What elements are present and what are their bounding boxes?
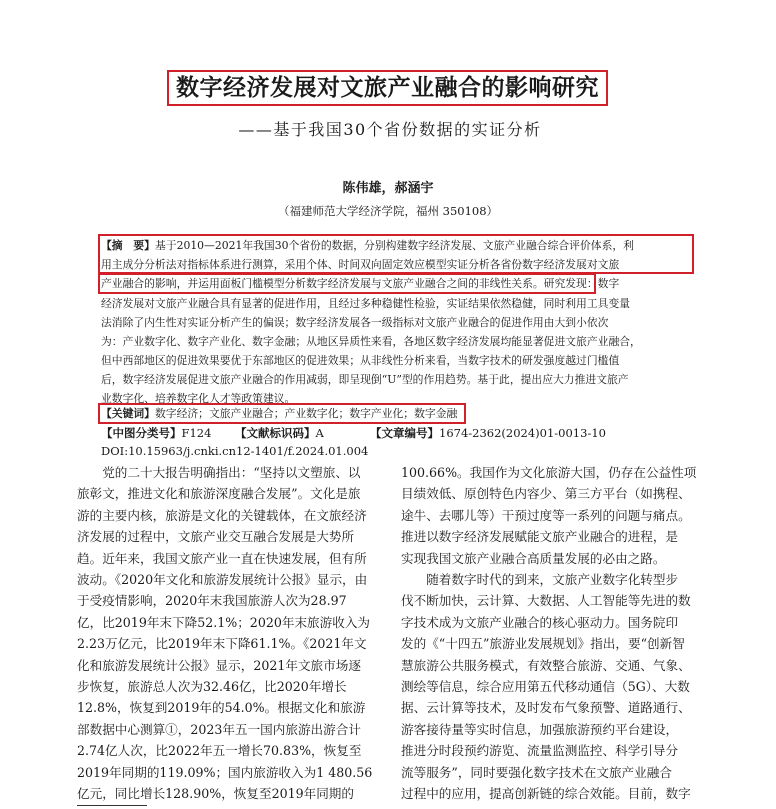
right-line: 测绘等信息，综合应用第五代移动通信（5G）、大数	[401, 679, 690, 695]
left-line: 12.8%，恢复到2019年的54.0%。根据文化和旅游	[77, 700, 366, 716]
right-line: 推进分时段预约游览、流量监测监控、科学引导分	[401, 743, 679, 759]
keywords-label: 【关键词】	[101, 407, 155, 420]
body-column-right	[401, 462, 709, 805]
left-line: 济发展的过程中，文旅产业交互融合发展是大势所	[77, 529, 355, 545]
paper-subtitle: ——基于我国30个省份数据的实证分析	[238, 120, 542, 139]
abstract-line-4: 经济发展对文旅产业融合具有显著的促进作用，且经过多种稳健性检验，实证结果依然稳健，同时利用工具变量	[101, 297, 631, 310]
affiliation: （福建师范大学经济学院，福州 350108）	[277, 204, 499, 218]
left-line: 2019年同期的119.09%；国内旅游收入为1 480.56	[77, 764, 373, 780]
right-line: 过程中的应用，提高创新链的综合效能。目前，数字	[401, 786, 691, 802]
left-line: 游的主要内核，旅游是文化的关键载体，在文旅经济	[77, 507, 367, 523]
right-line: 实现我国文旅产业融合高质量发展的必由之路。	[401, 550, 666, 566]
right-line: 发的《“十四五”旅游业发展规划》指出，要“创新智	[401, 636, 685, 652]
right-line: 随着数字时代的到来，文旅产业数字化转型步	[401, 572, 679, 588]
article-number: 【文章编号】1674-2362(2024)01-0013-10	[370, 426, 606, 440]
left-line: 旅彰文，推进文化和旅游深度融合发展”。文化是旅	[77, 486, 361, 502]
right-line: 流等服务”，同时要强化数字技术在文旅产业融合	[401, 764, 672, 780]
left-line: 波动。《2020年文化和旅游发展统计公报》显示，由	[77, 572, 368, 588]
doc-code: 【文献标识码】A	[235, 426, 324, 440]
left-line: 党的二十大报告明确指出：“坚持以文塑旅、以	[77, 465, 361, 480]
right-line: 途牛、去哪儿等）干预过度等一系列的问题与痛点。	[401, 507, 691, 523]
abstract-line-9: 业数字化、培养数字化人才等政策建议。	[101, 392, 296, 405]
body-column-left	[77, 462, 377, 805]
right-line: 慧旅游公共服务模式，有效整合旅游、交通、气象、	[401, 657, 691, 673]
left-line: 于受疫情影响，2020年末我国旅游人次为28.97	[77, 593, 347, 609]
left-line: 步恢复，旅游总人次为32.46亿，比2020年增长	[77, 679, 347, 695]
left-line: 趋。近年来，我国文旅产业一直在快速发展，但有所	[77, 550, 367, 566]
left-line: 亿，比2019年末下降52.1%；2020年末旅游收入为	[77, 614, 371, 630]
keywords-text: 数字经济；文旅产业融合；产业数字化；数字产业化；数字金融	[154, 407, 458, 420]
left-line: 化和旅游发展统计公报》显示，2021年文旅市场逐	[77, 657, 361, 673]
right-line: 字技术成为文旅产业融合的核心驱动力。国务院印	[401, 614, 679, 630]
left-line: 2.23万亿元，比2019年末下降61.1%。《2021年文	[77, 636, 367, 652]
clc-number: 【中图分类号】F124	[101, 426, 212, 440]
right-line: 游客接待量等实时信息，加强旅游预约平台建设，	[401, 721, 679, 737]
abstract-line-1: 【摘 要】基于2010—2021年我国30个省份的数据，分别构建数字经济发展、文旅产业融合综合评价体系，利	[101, 239, 634, 252]
right-line: 100.66%。我国作为文化旅游大国，仍存在公益性项	[401, 465, 697, 480]
right-line: 伐不断加快，云计算、大数据、人工智能等先进的数	[401, 593, 691, 609]
authors: 陈伟雄，郝涵宇	[342, 181, 434, 196]
abstract-line-8: 后，数字经济发展促进文旅产业融合的作用减弱，即呈现倒“U”型的作用趋势。基于此，提出应大力推进文旅产	[101, 373, 629, 386]
left-line: 部数据中心测算①，2023年五一国内旅游出游合计	[77, 721, 361, 737]
abstract-line-5: 法消除了内生性对实证分析产生的偏误；数字经济发展各一级指标对文旅产业融合的促进作用由大到小依次	[101, 316, 609, 329]
keywords-line	[101, 404, 461, 424]
abstract-line-7: 但中西部地区的促进效果要优于东部地区的促进效果；从非线性分析来看，当数字技术的研发强度越过门槛值	[101, 354, 620, 367]
abstract-line-3: 产业融合的影响，并运用面板门槛模型分析数字经济发展与文旅产业融合之间的非线性关系。研究发现：数字	[101, 277, 620, 290]
abstract-line-6: 为：产业数字化、数字产业化、数字金融；从地区异质性来看，各地区数字经济发展均能显著促进文旅产业融合，	[101, 335, 641, 348]
paper-title: 数字经济发展对文旅产业融合的影响研究	[167, 70, 608, 106]
right-line: 据、云计算等技术，及时发布气象预警、道路通行、	[401, 700, 691, 716]
right-line: 推进以数字经济发展赋能文旅产业融合的进程，是	[401, 529, 679, 545]
left-line: 亿元，同比增长128.90%，恢复至2019年同期的	[77, 786, 354, 802]
abstract-line-2: 用主成分分析法对指标体系进行测算，采用个体、时间双向固定效应模型实证分析各省份数字经济发展对文旅	[101, 258, 620, 271]
doi: DOI:10.15963/j.cnki.cn12-1401/f.2024.01.004	[101, 444, 369, 458]
abstract-label: 【摘 要】	[101, 239, 155, 252]
footnote-rule	[77, 805, 147, 806]
left-line: 2.74亿人次，比2022年五一增长70.83%，恢复至	[77, 743, 362, 759]
right-line: 目绩效低、原创特色内容少、第三方平台（如携程、	[401, 486, 691, 502]
